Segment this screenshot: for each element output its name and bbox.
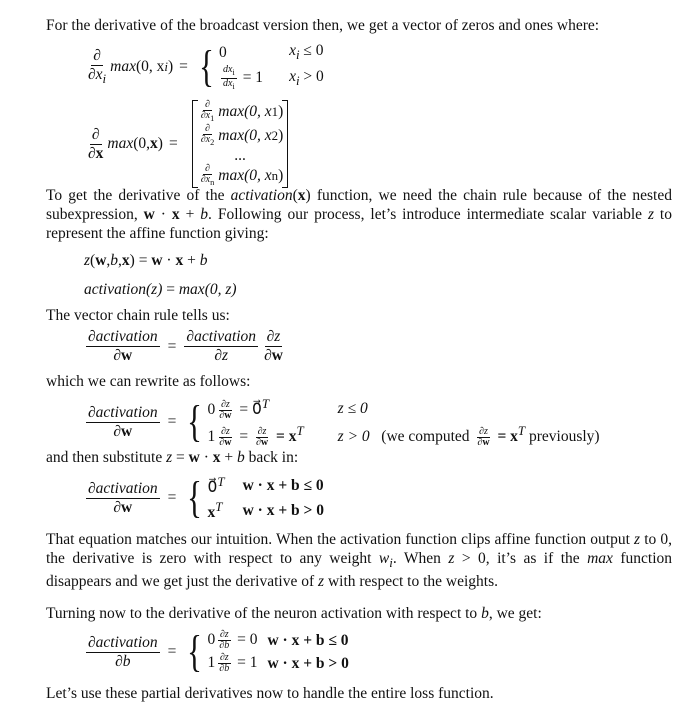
math-token: ∂w — [113, 422, 133, 440]
math-token: (z) — [146, 281, 163, 298]
math-token: ) — [157, 135, 163, 152]
math-token: i — [232, 82, 235, 92]
math-token: b — [110, 252, 119, 269]
math-token: > 0 — [299, 68, 324, 86]
math-token: w · x + b > 0 — [267, 654, 349, 672]
math-token: $\frac{\partial}{\partial x_2}$ max(0, x 2 ) — [200, 123, 284, 147]
paragraph-closing: Let’s use these partial derivatives now to handle the entire loss function. — [46, 685, 494, 702]
math-token: ∂x — [200, 174, 211, 185]
math-token: 0 — [219, 43, 227, 61]
math-token — [221, 65, 237, 79]
math-token: + — [183, 252, 200, 269]
math-token: i — [295, 73, 300, 89]
math-token: dx — [223, 64, 233, 76]
math-token: z — [166, 449, 173, 466]
fraction — [199, 164, 217, 188]
fraction — [221, 65, 237, 92]
math-token: = 0⃗ — [235, 401, 262, 419]
math-token: ∂ — [205, 123, 210, 134]
math-token: ... — [234, 147, 246, 164]
math-token: · — [154, 206, 172, 223]
math-token: x — [289, 42, 296, 59]
math-token: n — [210, 178, 215, 187]
math-token: . Following our process, let’s introduce intermediate scalar variable — [208, 206, 648, 223]
math-token: (0, x — [135, 58, 165, 76]
math-token: x — [171, 206, 180, 223]
paragraph-intuition — [46, 530, 672, 591]
math-token: function disappears and we get just the derivative of — [46, 550, 673, 591]
math-token: and then substitute — [46, 449, 167, 466]
math-token: i — [164, 59, 168, 75]
equation-scalar-max-derivative — [84, 42, 324, 92]
math-token: ) — [129, 252, 135, 269]
equation-activation-derivative-cases — [84, 396, 600, 448]
math-token: ∂b — [115, 652, 131, 670]
math-token: ∂b — [219, 640, 230, 651]
math-token — [208, 630, 258, 651]
math-token: ∂ — [91, 125, 100, 143]
math-token — [208, 396, 600, 448]
math-token: $\frac{\partial}{\partial x_1}$ max(0, x 1 ) — [200, 99, 284, 123]
math-token: x — [150, 135, 158, 152]
math-token: x — [207, 504, 216, 522]
math-token: ∂w — [113, 347, 133, 364]
math-token: to represent the affine function giving: — [46, 206, 672, 242]
math-token: z ≤ 0 — [337, 399, 368, 417]
math-token: $\frac{\partial}{\partial x_n}$ max(0, x n ) — [200, 163, 284, 187]
math-token: = 0 — [233, 631, 258, 649]
paragraph-vector-chain-rule: The vector chain rule tells us: — [46, 307, 230, 324]
math-token: ∂w — [477, 437, 490, 449]
fraction — [86, 47, 108, 88]
math-token: w — [188, 449, 200, 466]
math-token — [289, 42, 324, 63]
math-token: = — [179, 58, 188, 76]
fraction — [86, 126, 105, 163]
math-token: x — [175, 252, 184, 269]
math-token: , — [106, 252, 111, 269]
math-token — [86, 145, 105, 163]
math-token: max — [587, 550, 613, 567]
math-token: ∂z — [479, 426, 488, 438]
equation-vector-max-derivative — [84, 100, 288, 188]
math-token: w — [151, 252, 163, 269]
math-token: w — [378, 550, 390, 567]
fraction — [217, 653, 231, 674]
math-token: dx — [223, 78, 233, 90]
math-token: 0 — [207, 401, 216, 419]
math-token: ( — [292, 187, 298, 204]
math-token: = 1 — [233, 654, 258, 672]
math-token: 1 — [207, 654, 216, 672]
math-token: b — [200, 206, 209, 223]
math-token: z — [84, 252, 91, 269]
cases-brace: { — [187, 397, 203, 447]
math-token — [208, 630, 349, 674]
fraction — [262, 328, 285, 365]
math-token: ∂x — [200, 134, 211, 145]
fraction — [217, 427, 233, 448]
math-token: activation — [230, 187, 293, 204]
math-token — [338, 423, 600, 448]
math-token: T — [261, 396, 269, 411]
fraction — [86, 480, 160, 517]
math-token: 2 — [210, 138, 215, 147]
math-token: ∂w — [219, 437, 232, 449]
math-token: max — [107, 135, 134, 152]
math-token: ∂z — [266, 328, 281, 345]
math-token: = — [162, 281, 179, 298]
fraction — [217, 630, 231, 651]
math-token: activation — [84, 281, 146, 298]
math-token: i — [102, 70, 107, 86]
math-token: ∂activation — [186, 328, 257, 345]
math-token: > 0, it’s as if the — [454, 550, 588, 567]
math-token: b — [237, 449, 245, 466]
math-token: ∂activation — [88, 328, 158, 345]
math-token — [208, 499, 225, 522]
fraction — [184, 328, 258, 365]
fraction — [86, 404, 160, 441]
math-token: T — [517, 423, 526, 439]
math-token: ) function, we need the chain rule because of the nested subexpression, — [46, 187, 672, 223]
math-token: · — [162, 252, 176, 269]
derivative-vector — [192, 100, 289, 188]
math-token: w · x + b ≤ 0 — [267, 631, 349, 649]
equation-activation — [84, 281, 237, 299]
math-token: 1 — [207, 428, 216, 446]
math-token: x — [289, 68, 296, 86]
math-token: ∂activation — [88, 479, 158, 497]
math-token — [221, 79, 237, 92]
math-token: ∂z — [219, 652, 229, 663]
math-token: = — [172, 449, 189, 466]
fraction — [199, 124, 217, 148]
math-token: max(0, x — [218, 167, 272, 184]
math-token: i — [389, 555, 393, 571]
paragraph-chain-rule-intro — [46, 186, 672, 243]
math-token: ∂z — [220, 426, 230, 438]
math-token: ∂ — [93, 46, 101, 64]
math-token — [208, 653, 258, 674]
math-token: max(0, x — [218, 103, 272, 120]
math-token: ≤ 0 — [299, 42, 324, 59]
paragraph-intro: For the derivative of the broadcast version then, we get a vector of zeros and ones where: — [46, 17, 600, 34]
math-token: = — [167, 337, 177, 355]
math-token: max — [110, 58, 136, 76]
fraction — [475, 427, 491, 448]
math-token: z > 0 — [337, 428, 370, 446]
paragraph-bias-intro — [46, 604, 672, 623]
equation-bias-derivative-cases — [84, 627, 349, 676]
math-token: = — [168, 135, 178, 152]
math-token: . When — [392, 550, 449, 567]
math-token: = x — [493, 428, 518, 446]
fraction — [254, 427, 270, 448]
math-token: w · x + b ≤ 0 — [242, 476, 324, 494]
math-token: ∂x — [88, 144, 104, 162]
math-token: + — [179, 206, 201, 223]
math-token: ∂w — [219, 410, 232, 422]
math-token: 0⃗ — [207, 479, 218, 497]
math-token: ∂ — [205, 163, 210, 174]
math-token: z — [647, 206, 654, 223]
fraction — [86, 634, 160, 671]
math-token: to 0, the derivative is zero with respect to any weight — [46, 531, 672, 567]
paragraph-substitute — [46, 448, 672, 467]
math-token: b — [199, 252, 208, 269]
math-token: = x — [272, 428, 297, 446]
math-token: = — [167, 643, 177, 660]
math-token: max — [178, 281, 205, 298]
math-token: = — [167, 489, 177, 507]
math-token: ∂activation — [88, 633, 158, 651]
math-token: w — [143, 206, 155, 223]
math-token: back in: — [244, 449, 299, 466]
math-token: = — [134, 252, 152, 269]
math-token — [219, 65, 263, 92]
math-token: , — [118, 252, 122, 269]
math-token: · — [199, 449, 213, 466]
math-token: Turning now to the derivative of the neuron activation with respect to — [46, 605, 482, 622]
math-token: T — [217, 474, 225, 489]
math-token — [208, 396, 304, 421]
math-token: ∂ — [205, 99, 210, 110]
math-token: (we computed — [381, 428, 474, 446]
paragraph-rewrite: which we can rewrite as follows: — [46, 373, 251, 390]
equation-substituted-cases — [84, 474, 324, 522]
math-token: + — [220, 449, 238, 466]
math-token — [208, 474, 225, 497]
math-token: ∂activation — [88, 403, 158, 421]
math-token — [289, 68, 324, 89]
math-token: ( — [90, 252, 96, 269]
math-token: That equation matches our intuition. When the activation function clips affine function output — [46, 531, 635, 548]
fraction — [199, 100, 217, 124]
math-token: x — [297, 187, 306, 204]
math-token: ) — [167, 58, 174, 76]
cases-brace: { — [187, 627, 203, 676]
math-token: = — [235, 428, 252, 446]
cases-brace: { — [199, 42, 214, 92]
math-token: w — [95, 252, 107, 269]
math-token: ∂w — [113, 498, 133, 516]
math-token: z — [634, 531, 641, 548]
math-token: (0, — [133, 135, 151, 152]
math-token — [86, 66, 108, 88]
math-token: z — [448, 550, 455, 567]
math-token: 0 — [207, 631, 216, 649]
math-token: ∂w — [255, 437, 269, 449]
math-token: ∂z — [220, 399, 230, 411]
math-token: , we get: — [488, 605, 542, 622]
math-token: previously) — [525, 428, 600, 446]
math-token: with respect to the weights. — [324, 573, 498, 591]
math-token: ∂x — [88, 65, 103, 83]
math-token: 1 — [271, 104, 279, 119]
fraction — [217, 400, 233, 421]
math-token: = — [167, 413, 177, 431]
math-token: w · x + b > 0 — [242, 501, 324, 519]
math-token — [199, 135, 217, 148]
math-token: 1 — [210, 114, 215, 123]
fraction — [86, 328, 160, 365]
math-token: (0, z) — [204, 281, 237, 298]
math-token: 2 — [271, 128, 279, 143]
math-token: = 1 — [242, 69, 264, 87]
math-token: ∂z — [219, 629, 229, 640]
math-token: T — [215, 499, 223, 515]
math-token: ∂b — [219, 663, 230, 674]
math-token — [219, 42, 324, 92]
math-token: ∂z — [257, 426, 267, 438]
math-token: ∂x — [200, 110, 211, 121]
math-token: ∂w — [264, 347, 283, 364]
math-token: z — [318, 573, 325, 591]
math-token: x — [212, 449, 221, 466]
math-token: T — [296, 423, 304, 439]
equation-chain-rule — [84, 328, 287, 365]
equation-affine-z — [84, 252, 207, 270]
math-token: i — [295, 47, 300, 63]
math-token: x — [121, 252, 130, 269]
math-token: ∂z — [214, 347, 229, 364]
math-token: i — [232, 68, 235, 78]
math-token: n — [271, 168, 279, 183]
math-token: To get the derivative of the — [46, 187, 231, 204]
math-token — [208, 423, 304, 448]
math-token — [208, 474, 324, 522]
cases-brace: { — [187, 473, 203, 523]
math-token: max(0, x — [218, 127, 272, 144]
math-token: b — [481, 605, 489, 622]
